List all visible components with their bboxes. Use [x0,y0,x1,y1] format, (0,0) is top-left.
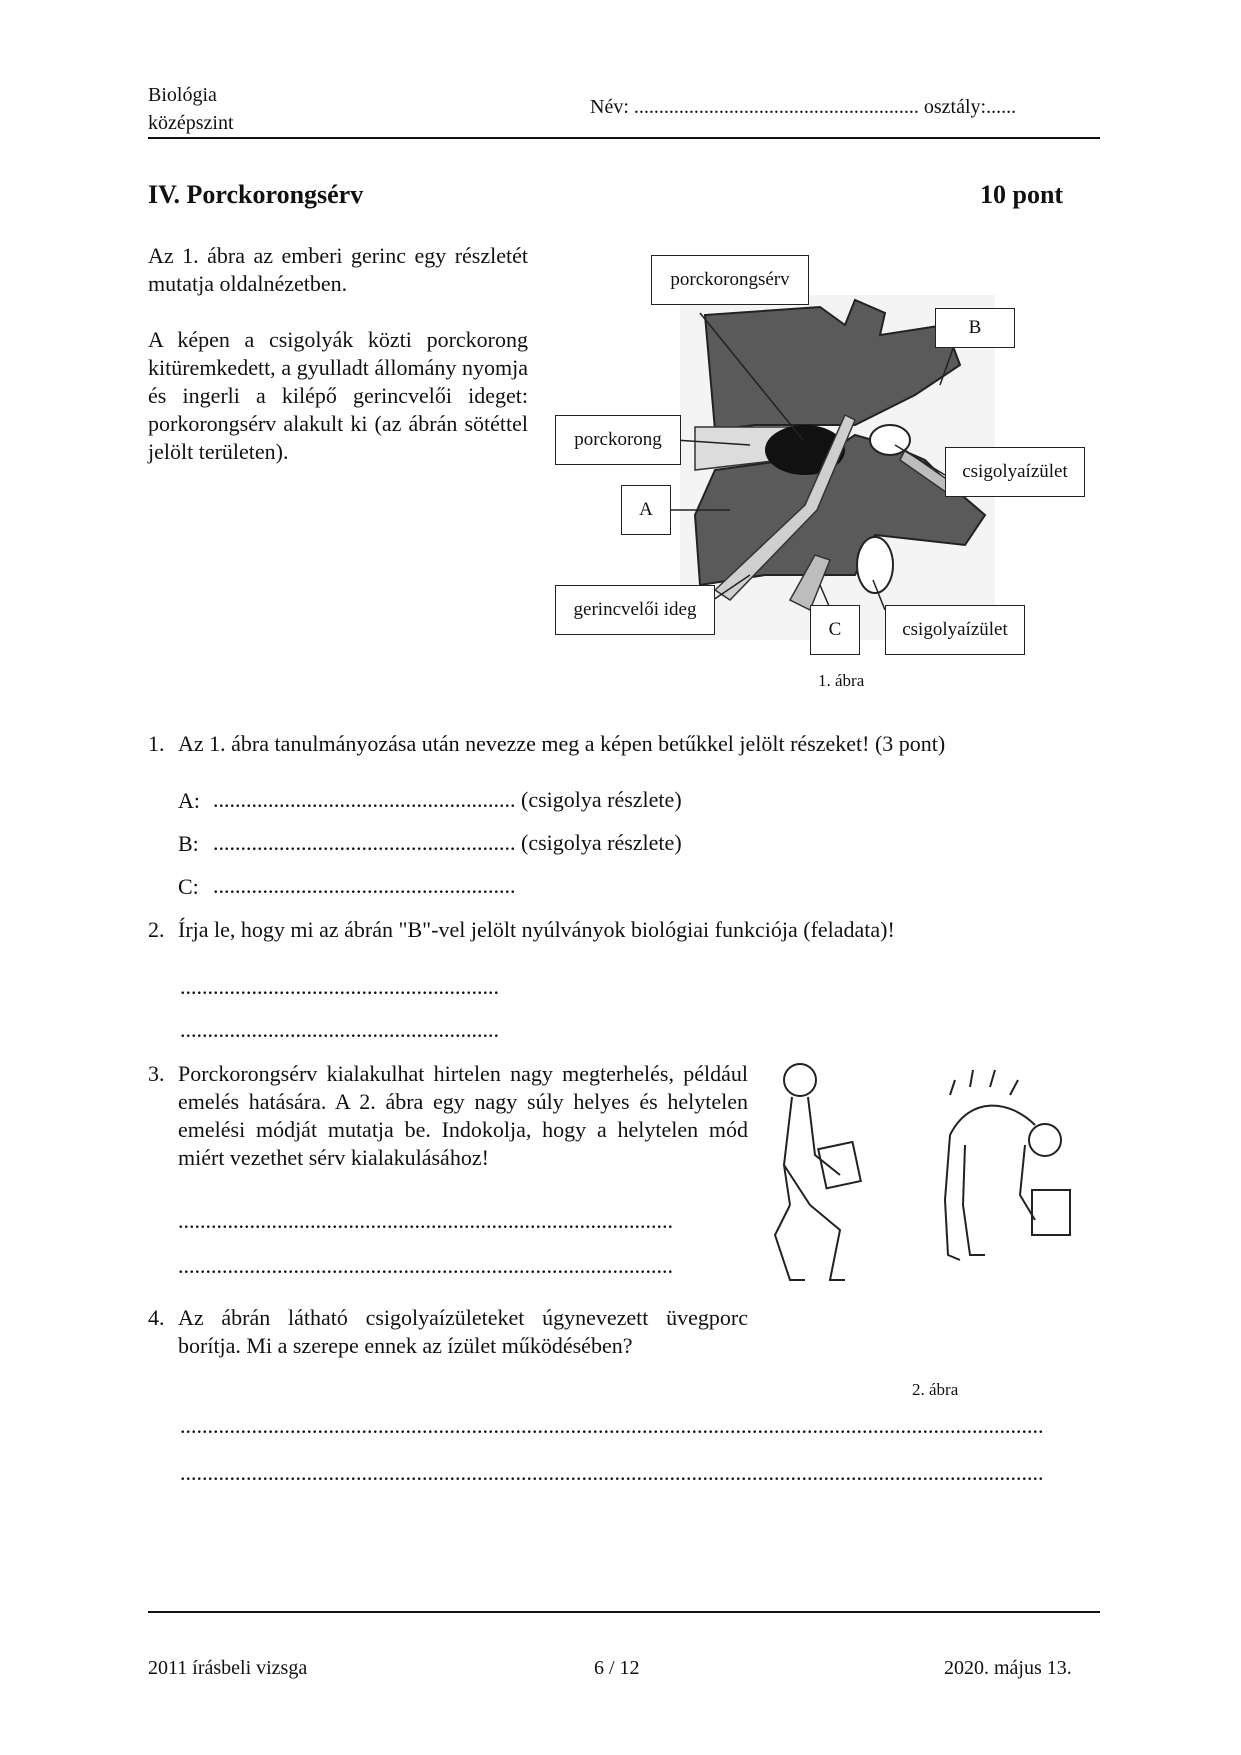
label-hernia: porckorongsérv [651,255,809,305]
label-facet-joint-upper: csigolyaízület [945,447,1085,497]
header-subject: Biológia [148,84,217,106]
q3-text: Porckorongsérv kialakulhat hirtelen nagy megterhelés, például emelés hatására. A 2. ábra egy nagy súly helyes és helytelen emelési módját mutatja be. Indokolja, hogy a helytelen mód miért vezethet sérv kialakulásához! [178,1061,748,1170]
label-a: A [621,485,671,535]
q1-number: 1. [148,731,165,756]
label-disc: porckorong [555,415,681,465]
q1-text: Az 1. ábra tanulmányozása után nevezze meg a képen betűkkel jelölt részeket! (3 pont) [178,731,946,756]
footer-page-number: 6 / 12 [594,1657,640,1679]
q3-answer-line-2[interactable]: .......................................................................................... [178,1253,673,1278]
q4-answer-line-2[interactable]: ............................................................................................................................................................. [180,1460,1044,1485]
figure1-caption: 1. ábra [818,671,865,690]
figure2-caption: 2. ábra [912,1380,959,1399]
section-title: IV. Porckorongsérv [148,180,364,209]
footer-exam: 2011 írásbeli vizsga [148,1657,308,1679]
q2-answer-line-2[interactable]: .......................................................... [180,1017,499,1042]
footer-date: 2020. május 13. [944,1657,1072,1679]
q1-c-answer-line[interactable]: ....................................................... [213,873,516,898]
label-b: B [935,308,1015,348]
q3-answer-line-1[interactable]: .......................................................................................... [178,1208,673,1233]
q2-answer-line-1[interactable]: .......................................................... [180,974,499,999]
label-facet-joint-lower: csigolyaízület [885,605,1025,655]
q4-answer-line-1[interactable]: ............................................................................................................................................................. [180,1413,1044,1438]
q1-a-answer-line[interactable]: ....................................................... (csigolya részlete) [213,787,682,812]
header-level: középszint [148,112,234,134]
intro-paragraph-1: Az 1. ábra az emberi gerinc egy részletét mutatja oldalnézetben. [148,243,528,296]
q3-number: 3. [148,1061,165,1086]
spine-figure [555,255,1095,695]
q4-text: Az ábrán látható csigolyaízületeket úgynevezett üvegporc borítja. Mi a szerepe ennek az ízület működésében? [178,1305,748,1358]
lifting-figure [770,1055,1090,1315]
footer-rule [148,1611,1100,1613]
header-rule [148,137,1100,139]
q2-number: 2. [148,917,165,942]
header-name-field: Név: ......................................................... osztály:...... [590,96,1017,118]
label-c: C [810,605,860,655]
q1-b-answer-line[interactable]: ....................................................... (csigolya részlete) [213,830,682,855]
q1-a-label: A: [178,788,200,813]
intro-paragraph-2: A képen a csigolyák közti porckorong kitüremkedett, a gyulladt állomány nyomja és ingerli a kilépő gerincvelői ideget: porkorongsérv alakult ki (az ábrán sötéttel jelölt területen). [148,327,528,464]
q1-c-label: C: [178,874,199,899]
label-spinal-nerve: gerincvelői ideg [555,585,715,635]
lifting-illustration [770,1055,1090,1315]
q4-number: 4. [148,1305,165,1330]
q2-text: Írja le, hogy mi az ábrán "B"-vel jelölt nyúlványok biológiai funkciója (feladata)! [178,917,895,942]
q1-b-label: B: [178,831,199,856]
section-points: 10 pont [980,180,1064,209]
